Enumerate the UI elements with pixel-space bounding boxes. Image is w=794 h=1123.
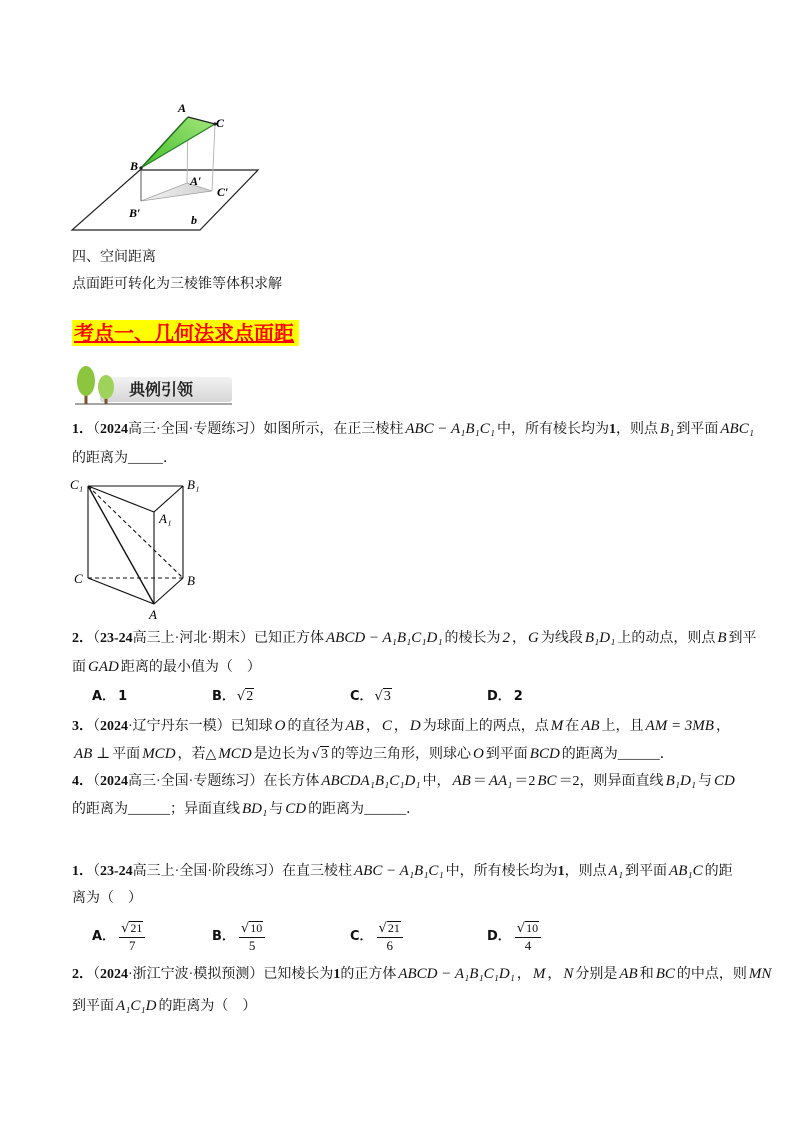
text-run: 1	[557, 864, 565, 879]
text-run: ，若△	[177, 747, 217, 762]
edge-c-a	[88, 578, 154, 604]
text-run: 分别是	[575, 967, 618, 982]
fraction-denominator: 7	[128, 938, 136, 953]
math-expr: ABC − A₁B₁C₁	[354, 863, 444, 879]
math-expr: B	[717, 630, 727, 646]
fraction-denominator: 4	[524, 938, 532, 953]
math-expr: N	[563, 966, 574, 982]
math-expr: O	[274, 718, 286, 734]
option-label: D．	[487, 689, 511, 704]
practice-1-option-c	[350, 918, 403, 956]
math-expr: B₁D₁	[665, 773, 696, 789]
text-run: ．	[406, 802, 421, 817]
text-run: 的距离为	[308, 802, 365, 817]
label-c: C	[216, 116, 225, 130]
fraction	[239, 921, 265, 953]
example-1-line-1	[72, 419, 756, 440]
text-run: 距离的最小值为（ ）	[120, 660, 261, 675]
edge-a-b	[154, 578, 183, 604]
radicand: 10	[526, 921, 539, 935]
radicand: 3	[383, 689, 391, 704]
text-run: 23-24	[100, 631, 133, 646]
text-run: ，	[393, 719, 408, 734]
fraction	[377, 921, 403, 953]
text-run: 离为（ ）	[72, 891, 142, 906]
text-run: ·辽宁丹东一模）已知球	[128, 719, 273, 734]
text-run: （	[93, 631, 100, 646]
text-run: 的距离为	[72, 451, 128, 466]
label-plane-b: b	[191, 213, 197, 227]
sqrt-expr	[235, 689, 256, 704]
text-run: 3．	[72, 719, 93, 734]
math-expr: A₁	[608, 863, 624, 879]
answer-blank: ______	[617, 747, 660, 762]
text-run: 1	[608, 422, 616, 437]
prism-figure	[60, 470, 210, 625]
radical-sign: √	[516, 921, 526, 936]
text-run: 与	[698, 774, 712, 789]
math-expr: C	[381, 718, 392, 734]
text-run: 上的动点，则点	[617, 631, 716, 646]
green-triangle	[141, 117, 215, 168]
math-expr: MCD	[142, 746, 176, 762]
text-run: ·浙江宁波·模拟预测）已知棱长为	[128, 967, 334, 982]
practice-1-option-d	[487, 918, 541, 956]
text-run: 高三·全国·专题练习）在长方体	[128, 774, 320, 789]
text-run: 为线段	[540, 631, 583, 646]
practice-2-line-1	[72, 964, 773, 985]
math-expr: ABC₁	[720, 421, 754, 437]
text-run: ，则点	[615, 422, 658, 437]
math-expr: ABCD − A₁B₁C₁D₁	[326, 630, 443, 646]
text-run: 到平	[728, 631, 757, 646]
text-run: （	[93, 967, 100, 982]
text-run: 面	[72, 660, 86, 675]
text-run: 到平面	[625, 864, 668, 879]
text-run: 到平面	[485, 747, 528, 762]
text-run: ，则点	[564, 864, 607, 879]
label-a-prime: A′	[190, 174, 202, 188]
math-expr: AM = 3MB	[645, 718, 714, 734]
math-expr: ABCD − A₁B₁C₁D₁	[398, 966, 515, 982]
text-run: 的距离为	[561, 747, 618, 762]
math-expr: BC	[537, 773, 557, 789]
text-run: 23-24	[100, 864, 133, 879]
math-expr: AB	[452, 773, 471, 789]
radical-sign: √	[236, 689, 246, 704]
text-run: ＝2，则异面直线	[558, 774, 664, 789]
projection-line-c	[212, 124, 215, 191]
math-expr: A₁C₁D	[116, 998, 157, 1014]
example-3-line-1	[72, 716, 730, 737]
plane-parallelogram	[72, 170, 258, 230]
example-2-option-a	[92, 687, 127, 707]
math-expr: ABCDA₁B₁C₁D₁	[321, 773, 421, 789]
sqrt-expr	[310, 747, 331, 762]
text-run: 与	[269, 802, 284, 817]
fraction-denominator: 5	[248, 938, 256, 953]
radical-sign: √	[121, 921, 130, 936]
fraction-denominator: 6	[386, 938, 393, 953]
text-run: 1．	[72, 864, 93, 879]
radical-sign: √	[240, 921, 250, 936]
text-run: 高三·全国·专题练习）如图所示，在正三棱柱	[128, 422, 404, 437]
intro-title: 四、空间距离	[72, 250, 156, 265]
text-run: 的等边三角形，则球心	[330, 747, 471, 762]
text-run: 的正方体	[340, 967, 397, 982]
text-run: ，	[512, 631, 527, 646]
example-2-option-c	[350, 687, 394, 707]
point-b	[139, 166, 142, 169]
practice-1-option-a	[92, 918, 145, 956]
radical-sign: √	[378, 921, 387, 936]
text-run: ＝2	[514, 774, 536, 789]
text-run: 在	[565, 719, 580, 734]
fraction-numerator	[239, 921, 265, 938]
text-run: 2024	[100, 422, 128, 437]
text-run: 到平面	[676, 422, 719, 437]
text-run: 高三上·全国·阶段练习）在直三棱柱	[132, 864, 352, 879]
math-expr: ABC − A₁B₁C₁	[405, 421, 495, 437]
math-expr: BCD	[529, 746, 560, 762]
label-a: A	[178, 101, 187, 115]
text-run: （	[93, 864, 100, 879]
edge-c1-a1	[88, 486, 154, 512]
tree-icon	[77, 366, 95, 404]
math-expr: B₁D₁	[584, 630, 616, 646]
answer-blank: ______	[128, 802, 170, 817]
math-expr: AB	[619, 966, 638, 982]
diagonal-c1-b-hidden	[88, 486, 183, 578]
text-run: 和	[639, 967, 654, 982]
radicand: 21	[130, 921, 143, 935]
math-expr: AB	[581, 718, 600, 734]
text-run: 2024	[100, 719, 128, 734]
label-a: A	[149, 607, 157, 622]
math-expr: O	[472, 746, 484, 762]
section-title: 考点一、几何法求点面距	[72, 320, 299, 346]
radical-sign: √	[374, 689, 383, 704]
math-expr: B₁	[659, 421, 675, 437]
example-2-option-d	[487, 687, 523, 707]
option-label: C．	[350, 929, 373, 944]
diagonal-c1-a	[88, 486, 154, 604]
sqrt-expr	[373, 689, 394, 704]
math-expr: CD	[714, 773, 735, 789]
example-2-option-b	[212, 687, 256, 707]
text-run: 的中点，则	[676, 967, 747, 982]
text-run: ，	[365, 719, 380, 734]
text-run: 2．	[72, 631, 93, 646]
math-expr: MN	[748, 966, 772, 982]
text-run: 中，	[422, 774, 451, 789]
text-run: 的距离为（ ）	[158, 999, 257, 1014]
edge-b1-a1	[154, 486, 183, 512]
math-expr: GAD	[88, 659, 119, 675]
math-expr: BD₁	[242, 801, 268, 817]
label-c: C	[74, 571, 83, 586]
option-label: B．	[212, 929, 235, 944]
radicand: 3	[320, 747, 328, 762]
text-run: 为球面上的两点，点	[422, 719, 549, 734]
text-run: 的棱长为	[444, 631, 501, 646]
intro-note: 点面距可转化为三棱锥等体积求解	[72, 277, 282, 292]
example-3-line-2	[72, 744, 674, 765]
math-expr: D	[409, 718, 421, 734]
text-run: （	[93, 422, 100, 437]
label-b: B	[187, 573, 195, 588]
example-1-line-2	[72, 449, 177, 469]
text-run: ，	[547, 967, 562, 982]
text-run: 的距	[704, 864, 733, 879]
radicand: 21	[387, 921, 400, 935]
text-run: 上，且	[601, 719, 644, 734]
text-run: ，	[516, 967, 531, 982]
text-run: ＝	[472, 774, 487, 789]
text-run: 中，所有棱长均为	[445, 864, 558, 879]
example-4-line-2	[72, 799, 420, 820]
text-run: 的距离为	[72, 802, 128, 817]
fraction	[515, 921, 541, 953]
option-label: C．	[350, 689, 373, 704]
radical-sign: √	[311, 747, 320, 762]
answer-blank: ______	[364, 802, 407, 817]
text-run: 平面	[112, 747, 141, 762]
text-run: 2024	[100, 774, 128, 789]
label-c-prime: C′	[217, 185, 229, 199]
text-run: 4．	[72, 774, 93, 789]
fraction	[119, 921, 145, 953]
label-b: B	[130, 159, 139, 173]
label-c1: C₁	[70, 477, 84, 492]
text-run: ，	[715, 719, 730, 734]
math-expr: M	[532, 966, 546, 982]
text-run: 高三上·河北·期末）已知正方体	[132, 631, 324, 646]
math-expr: MCD	[218, 746, 252, 762]
text-run: ．	[659, 747, 674, 762]
radicand: 2	[246, 689, 254, 704]
fraction-numerator	[515, 921, 541, 938]
option-value: 1	[118, 689, 128, 704]
text-run: 到平面	[72, 999, 114, 1014]
option-label: B．	[212, 689, 235, 704]
math-expr: G	[528, 630, 539, 646]
answer-blank: _____	[128, 451, 163, 466]
text-run: 的直径为	[287, 719, 344, 734]
text-run: 中，所有棱长均为	[496, 422, 609, 437]
text-run: 是边长为	[253, 747, 310, 762]
practice-1-option-b	[212, 918, 265, 956]
label-b1: B₁	[187, 477, 200, 492]
example-2-line-2	[72, 657, 261, 678]
text-run: 2024	[100, 967, 128, 982]
text-run: 2．	[72, 967, 93, 982]
fraction-numerator	[119, 921, 145, 938]
label-b-prime: B′	[129, 206, 141, 220]
option-label: D．	[487, 929, 511, 944]
math-expr: AB ⊥	[74, 746, 111, 762]
math-expr: CD	[285, 801, 307, 817]
text-run: （	[93, 774, 100, 789]
text-run: 1	[333, 967, 341, 982]
option-label: A．	[92, 689, 116, 704]
text-run: ．	[163, 451, 177, 466]
label-a1: A₁	[159, 511, 172, 526]
math-expr: AB₁C	[669, 863, 703, 879]
text-run: 1．	[72, 422, 93, 437]
example-4-line-1	[72, 771, 737, 792]
practice-1-line-1	[72, 861, 733, 882]
example-2-line-1	[72, 628, 757, 649]
radicand: 10	[250, 921, 263, 935]
math-expr: AB	[345, 718, 364, 734]
banner-label: 典例引领	[129, 380, 194, 399]
math-expr: 2	[502, 630, 511, 646]
text-run: ；异面直线	[170, 802, 240, 817]
practice-1-line-2	[72, 889, 142, 909]
math-expr: M	[550, 718, 564, 734]
projection-figure	[60, 95, 270, 240]
practice-2-line-2	[72, 996, 256, 1017]
math-expr: BC	[655, 966, 675, 982]
option-value: 2	[513, 689, 523, 704]
math-expr: AA₁	[488, 773, 513, 789]
text-run: （	[93, 719, 100, 734]
fraction-numerator	[377, 921, 403, 938]
option-label: A．	[92, 929, 116, 944]
